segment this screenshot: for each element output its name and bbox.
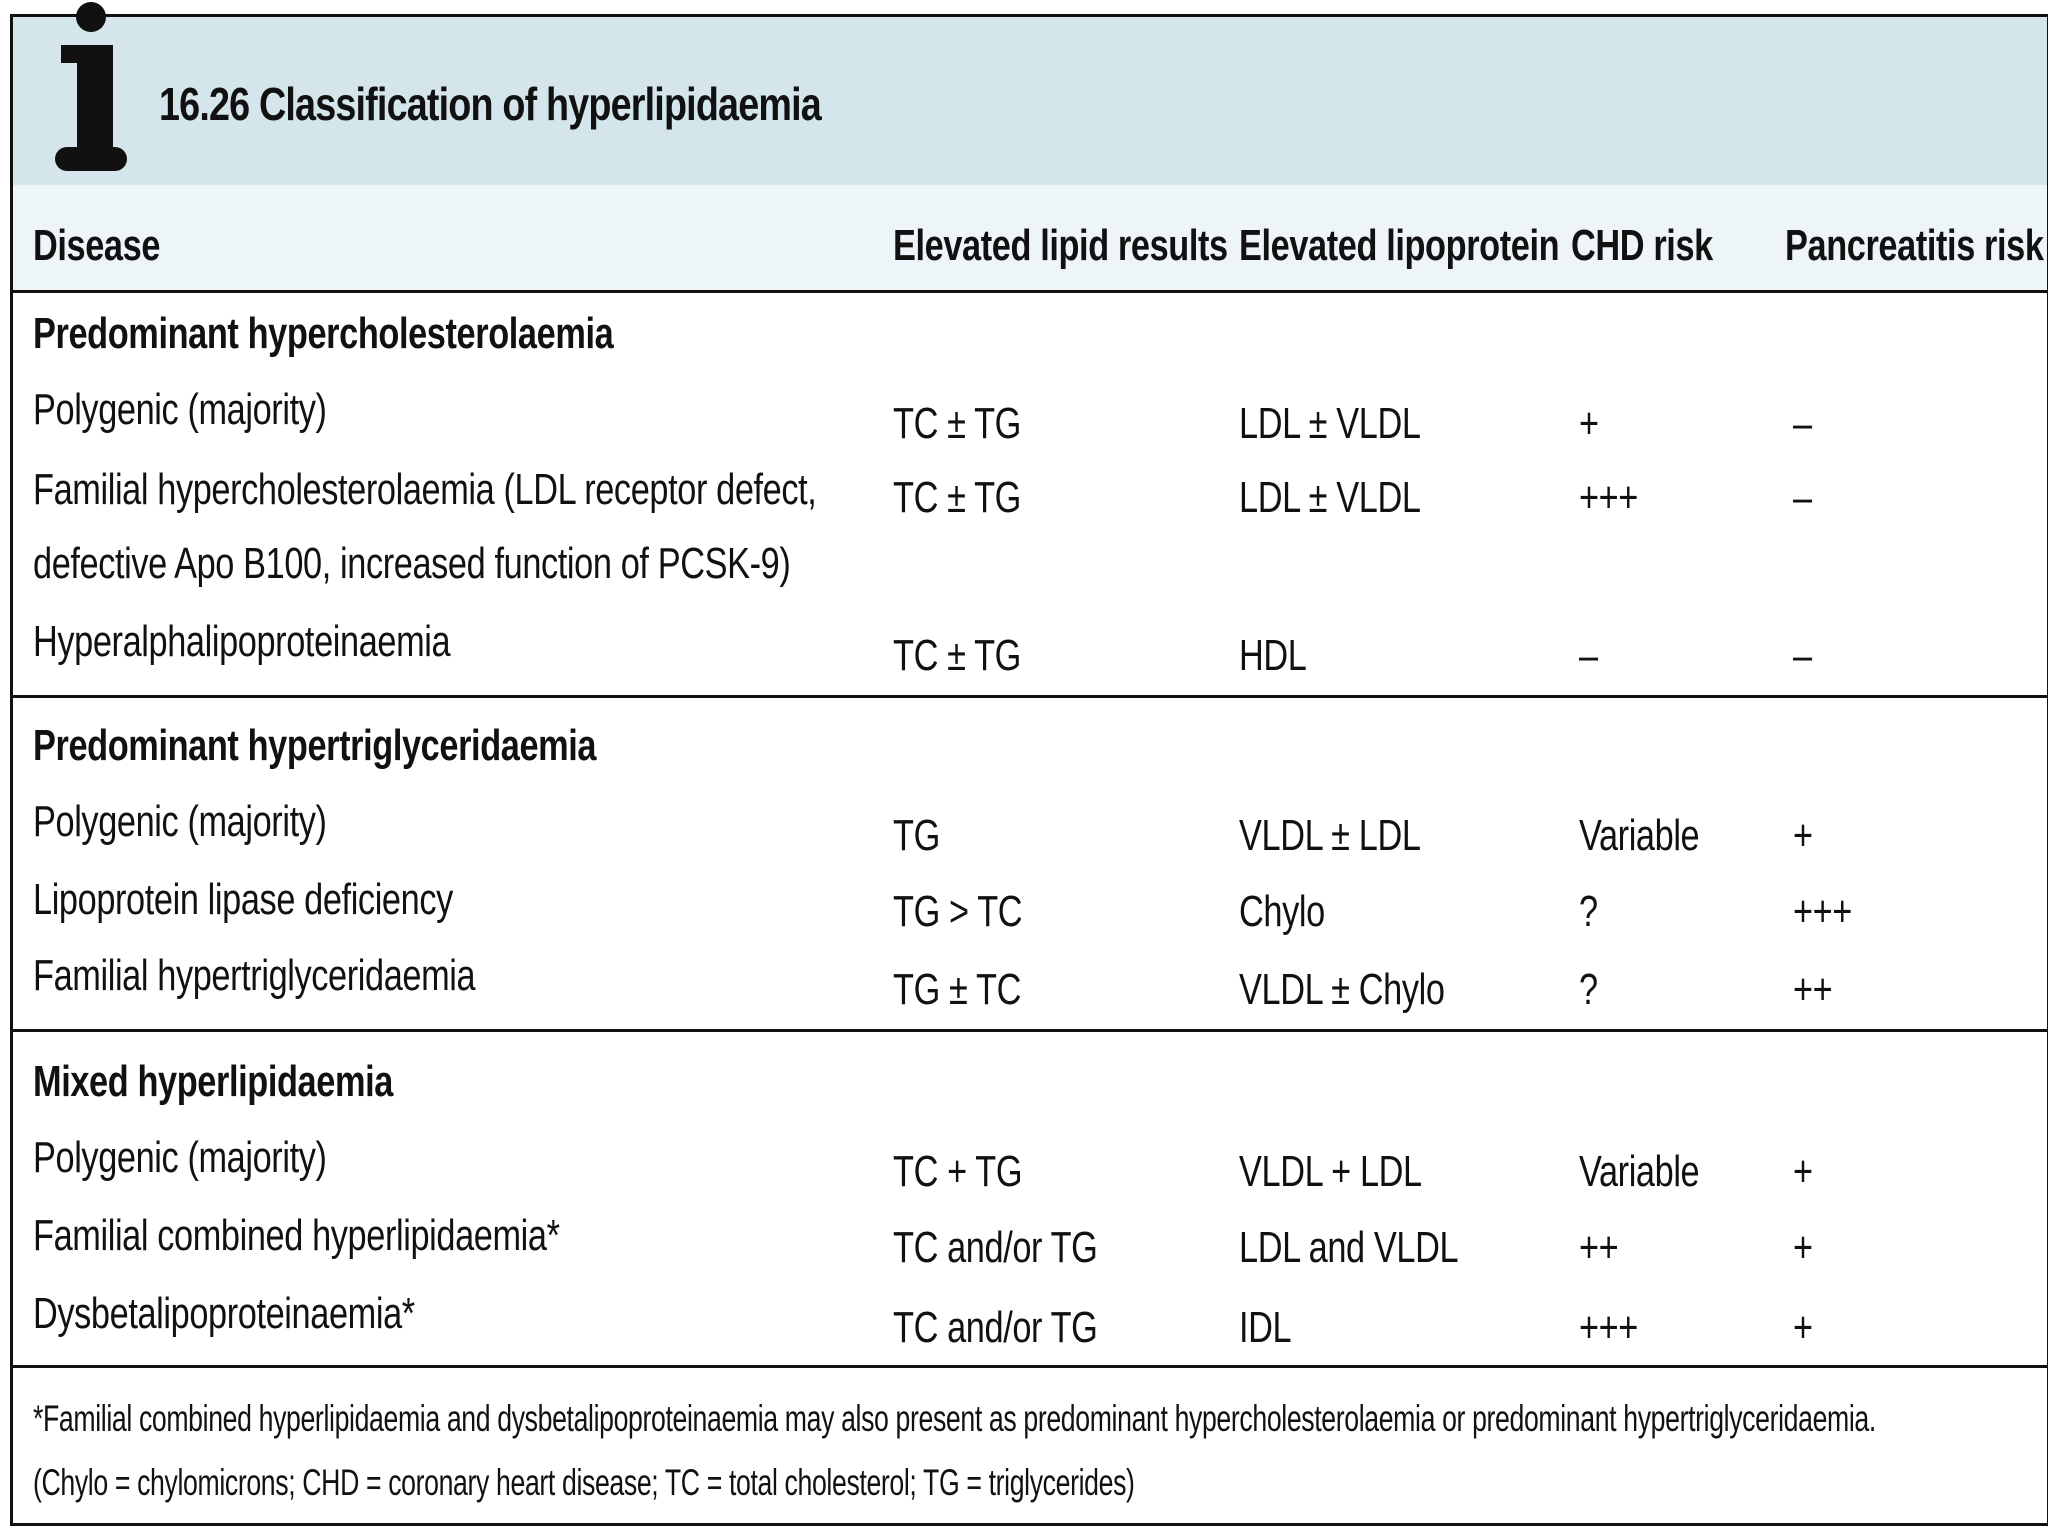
column-header-chd: CHD risk [1571, 221, 1713, 270]
disease-cell: Polygenic (majority) [33, 1133, 327, 1182]
disease-cell: Hyperalphalipoproteinaemia [33, 617, 451, 666]
lipid-cell: TG > TC [893, 887, 1023, 936]
chd-risk-cell: Variable [1579, 811, 1700, 860]
column-header-pancreatitis: Pancreatitis risk [1785, 221, 2044, 270]
info-icon [33, 0, 129, 207]
lipoprotein-cell: IDL [1239, 1303, 1292, 1352]
pancreatitis-risk-cell: + [1793, 811, 1813, 860]
pancreatitis-risk-cell: + [1793, 1147, 1813, 1196]
disease-cell: Polygenic (majority) [33, 797, 327, 846]
footnote: *Familial combined hyperlipidaemia and dysbetalipoproteinaemia may also present as predominant hypercholesterolaemia or predominant hypertriglyceridaemia. [33, 1398, 1876, 1439]
disease-cell: Lipoprotein lipase deficiency [33, 875, 453, 924]
box-header [13, 17, 2047, 186]
column-header-lipoprotein: Elevated lipoprotein [1239, 221, 1560, 270]
table-box [10, 14, 2048, 1526]
footnote-abbreviations: (Chylo = chylomicrons; CHD = coronary heart disease; TC = total cholesterol; TG = triglycerides) [33, 1462, 1135, 1503]
pancreatitis-risk-cell: – [1793, 631, 1812, 680]
disease-cell: Polygenic (majority) [33, 385, 327, 434]
chd-risk-cell: + [1579, 399, 1599, 448]
lipoprotein-cell: LDL ± VLDL [1239, 399, 1421, 448]
lipid-cell: TC ± TG [893, 473, 1021, 522]
disease-cell-line2: defective Apo B100, increased function of PCSK-9) [33, 539, 791, 588]
disease-cell: Familial hypertriglyceridaemia [33, 951, 476, 1000]
lipid-cell: TC and/or TG [893, 1223, 1098, 1272]
column-header-row [13, 185, 2047, 293]
chd-risk-cell: ? [1579, 887, 1598, 936]
lipoprotein-cell: LDL ± VLDL [1239, 473, 1421, 522]
pancreatitis-risk-cell: – [1793, 399, 1812, 448]
lipid-cell: TC + TG [893, 1147, 1023, 1196]
chd-risk-cell: – [1579, 631, 1598, 680]
footnote-divider [13, 1365, 2047, 1368]
lipid-cell: TC and/or TG [893, 1303, 1098, 1352]
table-title: 16.26 Classification of hyperlipidaemia [159, 78, 821, 130]
disease-cell: Familial hypercholesterolaemia (LDL receptor defect, [33, 465, 817, 514]
section-divider [13, 695, 2047, 698]
lipoprotein-cell: HDL [1239, 631, 1307, 680]
section-heading: Mixed hyperlipidaemia [33, 1057, 393, 1106]
pancreatitis-risk-cell: ++ [1793, 965, 1833, 1014]
pancreatitis-risk-cell: + [1793, 1223, 1813, 1272]
chd-risk-cell: +++ [1579, 1303, 1638, 1352]
section-heading: Predominant hypercholesterolaemia [33, 309, 614, 358]
lipoprotein-cell: LDL and VLDL [1239, 1223, 1459, 1272]
chd-risk-cell: ++ [1579, 1223, 1619, 1272]
lipid-cell: TG ± TC [893, 965, 1021, 1014]
chd-risk-cell: Variable [1579, 1147, 1700, 1196]
disease-cell: Familial combined hyperlipidaemia* [33, 1211, 560, 1260]
section-divider [13, 1029, 2047, 1032]
lipoprotein-cell: VLDL ± Chylo [1239, 965, 1445, 1014]
section-heading: Predominant hypertriglyceridaemia [33, 721, 597, 770]
column-header-disease: Disease [33, 221, 161, 270]
lipid-cell: TC ± TG [893, 631, 1021, 680]
column-header-lipid: Elevated lipid results [893, 221, 1228, 270]
disease-cell: Dysbetalipoproteinaemia* [33, 1289, 415, 1338]
pancreatitis-risk-cell: + [1793, 1303, 1813, 1352]
lipid-cell: TC ± TG [893, 399, 1021, 448]
lipoprotein-cell: VLDL ± LDL [1239, 811, 1421, 860]
lipid-cell: TG [893, 811, 940, 860]
chd-risk-cell: ? [1579, 965, 1598, 1014]
pancreatitis-risk-cell: – [1793, 473, 1812, 522]
lipoprotein-cell: VLDL + LDL [1239, 1147, 1422, 1196]
pancreatitis-risk-cell: +++ [1793, 887, 1852, 936]
lipoprotein-cell: Chylo [1239, 887, 1325, 936]
chd-risk-cell: +++ [1579, 473, 1638, 522]
